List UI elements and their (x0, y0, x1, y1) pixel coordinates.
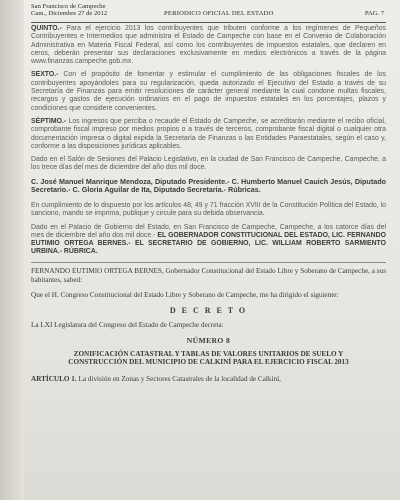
decree-legislature: La LXI Legislatura del Congreso del Estado de Campeche decreta: (31, 320, 224, 329)
palacio-text: Dado en el Palacio de Gobierno del Estado, en San Francisco de Campeche, Campeche, a los catorce días del mes de diciembre del año dos mil doce.- (31, 223, 386, 239)
quinto-label: QUINTO.- (31, 25, 62, 32)
section-divider (31, 262, 386, 263)
header-publication: PERIODICO OFICIAL DEL ESTADO (164, 10, 274, 17)
article-1-text: La división en Zonas y Sectores Catastrales de la localidad de Calkiní, (76, 374, 281, 383)
cumplimiento-text: En cumplimiento de lo dispuesto por los artículos 48, 49 y 71 fracción XVIII de la Constitución Política del Estado, lo sanciono, mando se imprima, publique y circule para su debida observancia. (31, 201, 386, 218)
septimo-text: Los ingresos que perciba o recaude el Estado de Campeche, se acreditarán mediante el recibo oficial, comprobante fiscal impreso por medios propios o a través de terceros, comprobante fiscal digital o cualquier otra documentación impresa o digital expida la Secretaría de Finanzas o las Entidades Paraestatales, según el caso y, conforme a las disposiciones jurídicas aplicables. (31, 117, 386, 150)
septimo-label: SÉPTIMO.- (31, 117, 67, 125)
article-1 (31, 375, 386, 384)
sexto-text: Con el propósito de fomentar y estimular el cumplimiento de las obligaciones fiscales de los contribuyentes apoyándoles para su regularización, queda autorizado el Ejecutivo del Estado a través de su Secretaría de Finanzas para emitir resoluciones de carácter general mediante la cual condone multas fiscales, recargos y gastos de ejecución ordinarios en el pago de impuestos estatales en los porcentajes, plazos y condiciones que considere convenientes. (31, 71, 386, 112)
deputies-signatures: C. José Manuel Manrique Mendoza, Diputado Presidente.- C. Humberto Manuel Cauich Jesús, Diputado Secretario.- C. Gloria Aguilar de Ita, Diputado Secretaria.- Rúbricas. (31, 176, 386, 195)
decree-number: NÚMERO 8 (186, 335, 231, 345)
governor-signature: EL GOBERNADOR CONSTITUCIONAL DEL ESTADO, LIC. FERNANDO EUTIMIO ORTEGA BERNES.- EL SECRETARIO DE GOBIERNO, LIC. WILLIAM ROBERTO SARMIENTO URBINA.- RÚBRICA. (31, 231, 386, 256)
article-1-label: ARTÍCULO 1. (31, 374, 77, 383)
decree-intro: FERNANDO EUTIMIO ORTEGA BERNES, Gobernador Constitucional del Estado Libre y Soberano de Campeche, a sus habitantes, sabed: (31, 266, 386, 284)
page-binding-shadow (0, 0, 24, 500)
sexto-label: SEXTO.- (31, 71, 59, 79)
article-sexto (31, 71, 386, 112)
decree-heading: ZONIFICACIÓN CATASTRAL Y TABLAS DE VALORES UNITARIOS DE SUELO Y CONSTRUCCIÓN DEL MUNICIPIO DE CALKINÍ PARA EL EJERCICIO FISCAL 2013 (68, 349, 349, 367)
header-page-number: PAG. 7 (364, 10, 384, 17)
decree-congress: Que el H. Congreso Constitucional del Estado Libre y Soberano de Campeche, me ha dirigido el siguiente: (31, 290, 339, 299)
header-date: Cam., Diciembre 27 de 2012 (31, 10, 108, 17)
header-rule (31, 22, 386, 23)
decree-title: D E C R E T O (169, 305, 248, 315)
article-quinto (31, 25, 386, 66)
page-header (31, 3, 386, 22)
palacio-gobierno-text (31, 224, 386, 257)
salon-sesiones-text: Dado en el Salón de Sesiones del Palacio Legislativo, en la ciudad de San Francisco de Campeche, Campeche, a los trece días del mes de diciembre del año dos mil doce. (31, 156, 386, 172)
article-septimo (31, 118, 386, 151)
header-location: San Francisco de Campeche (31, 3, 106, 10)
quinto-text: Para el ejercicio 2013 los contribuyentes que tributen conforme a los regímenes de Pequeños Contribuyentes e Intermedios que administra el Estado de Campeche con base en el Convenio de Colaboración Administrativa en Materia Fiscal Federal, así como los contribuyentes de impuestos estatales, que declaren en ceros, deberán presentar sus declaraciones exclusivamente en medios electrónicos a través de la página www.finanzas.campeche.gob.mx. (31, 25, 386, 66)
